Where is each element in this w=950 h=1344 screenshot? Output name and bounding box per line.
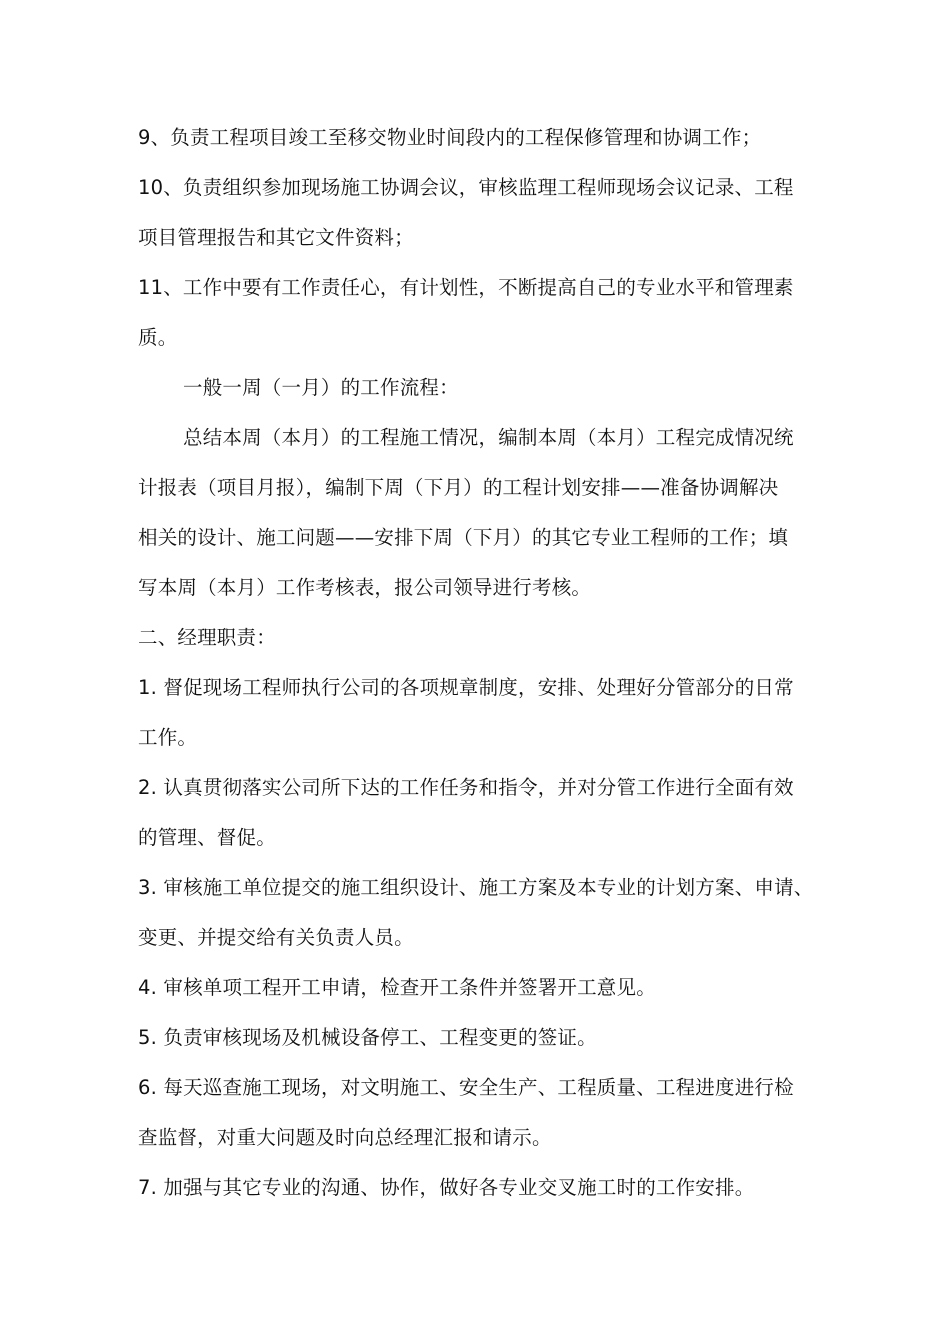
list-item: 3. 审核施工单位提交的施工组织设计、施工方案及本专业的计划方案、申请、 (138, 876, 814, 899)
text-line: 相关的设计、施工问题——安排下周（下月）的其它专业工程师的工作；填 (138, 526, 789, 549)
text-line: 写本周（本月）工作考核表，报公司领导进行考核。 (138, 576, 592, 599)
section-heading: 二、经理职责： (138, 626, 276, 649)
text-line: 变更、并提交给有关负责人员。 (138, 926, 414, 949)
text-line: 10、负责组织参加现场施工协调会议，审核监理工程师现场会议记录、工程 (138, 176, 794, 199)
text-line: 11、工作中要有工作责任心，有计划性，不断提高自己的专业水平和管理素 (138, 276, 794, 299)
section-heading: 一般一周（一月）的工作流程： (183, 376, 459, 399)
text-line: 计报表（项目月报），编制下周（下月）的工程计划安排——准备协调解决 (138, 476, 779, 499)
text-line: 工作。 (138, 726, 198, 749)
list-item: 7. 加强与其它专业的沟通、协作，做好各专业交叉施工时的工作安排。 (138, 1176, 755, 1199)
list-item: 2. 认真贯彻落实公司所下达的工作任务和指令，并对分管工作进行全面有效 (138, 776, 794, 799)
text-line: 项目管理报告和其它文件资料； (138, 226, 414, 249)
list-item: 4. 审核单项工程开工申请，检查开工条件并签署开工意见。 (138, 976, 656, 999)
list-item: 6. 每天巡查施工现场，对文明施工、安全生产、工程质量、工程进度进行检 (138, 1076, 794, 1099)
text-line: 总结本周（本月）的工程施工情况，编制本周（本月）工程完成情况统 (183, 426, 794, 449)
text-line: 查监督，对重大问题及时向总经理汇报和请示。 (138, 1126, 552, 1149)
list-item: 5. 负责审核现场及机械设备停工、工程变更的签证。 (138, 1026, 597, 1049)
text-line: 的管理、督促。 (138, 826, 276, 849)
text-line: 质。 (138, 326, 178, 349)
text-line: 9、负责工程项目竣工至移交物业时间段内的工程保修管理和协调工作； (138, 126, 762, 149)
list-item: 1. 督促现场工程师执行公司的各项规章制度，安排、处理好分管部分的日常 (138, 676, 794, 699)
